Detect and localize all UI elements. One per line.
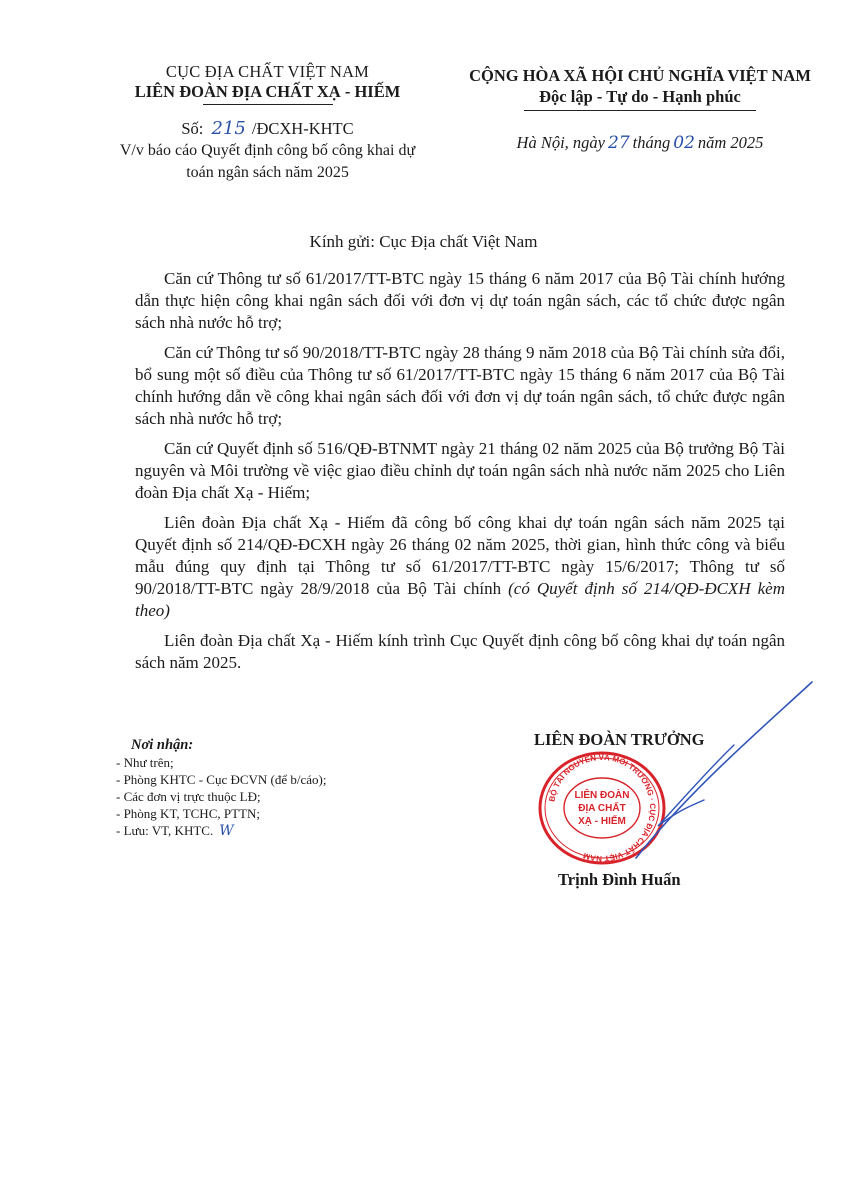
docno-suffix: /ĐCXH-KHTC [251, 119, 354, 138]
recipient-item: - Phòng KT, TCHC, PTTN; [116, 806, 260, 821]
date-month: 02 [673, 133, 695, 153]
official-seal-icon [532, 748, 672, 868]
seal-line-2: ĐỊA CHẤT [578, 803, 626, 814]
national-header [440, 66, 840, 153]
dateline [440, 133, 840, 153]
nation-name: CỘNG HÒA XÃ HỘI CHỦ NGHĨA VIỆT NAM [469, 66, 811, 85]
date-prefix: Hà Nội, ngày [516, 133, 606, 152]
signer-name: Trịnh Đình Huấn [558, 870, 681, 889]
paragraph-2: Căn cứ Thông tư số 90/2018/TT-BTC ngày 28 tháng 9 năm 2018 của Bộ Tài chính sửa đổi, bổ sung một số điều của Thông tư số 61/2017/TT-BTC ngày 15 tháng 6 năm 2017 của Bộ Tài chính hướng dẫn về công khai ngân sách đối với đơn vị dự toán ngân sách, tổ chức được ngân sách nhà nước hỗ trợ; [135, 343, 785, 428]
letter-body [135, 268, 785, 682]
recipients-title: Nơi nhận: [131, 737, 194, 753]
docno-prefix: Số: [181, 119, 204, 138]
salutation: Kính gửi: Cục Địa chất Việt Nam [309, 232, 538, 251]
seal-ring-text: BỘ TÀI NGUYÊN VÀ MÔI TRƯỜNG · CỤC ĐỊA CHẤT VIỆT NAM [547, 752, 658, 864]
national-motto: Độc lập - Tự do - Hạnh phúc [539, 87, 741, 106]
paragraph-4-text: Liên đoàn Địa chất Xạ - Hiếm đã công bố công khai dự toán ngân sách năm 2025 tại Quyết định số 214/QĐ-ĐCXH ngày 26 tháng 02 năm 2025, thời gian, hình thức công và biểu mẫu đúng quy định tại Thông tư số 61/2017/TT-BTC ngày 15/6/2017; Thông tư số 90/2018/TT-BTC ngày 28/9/2018 của Bộ Tài chính [135, 513, 785, 598]
issuer-block [95, 62, 440, 183]
docno-handwritten: 215 [211, 118, 246, 139]
date-year: năm 2025 [697, 133, 764, 152]
recipient-item [116, 822, 442, 840]
recipient-item: - Phòng KHTC - Cục ĐCVN (để b/cáo); [116, 772, 327, 787]
recipients-block [112, 736, 442, 840]
unit-underline [203, 104, 333, 105]
paragraph-5: Liên đoàn Địa chất Xạ - Hiếm kính trình Cục Quyết định công bố công khai dự toán ngân sách năm 2025. [135, 631, 785, 672]
recipient-item: - Như trên; [116, 755, 174, 770]
signatory-title: LIÊN ĐOÀN TRƯỞNG [534, 730, 705, 749]
parent-agency: CỤC ĐỊA CHẤT VIỆT NAM [165, 62, 370, 81]
motto-underline [524, 110, 756, 111]
seal-line-3: XẠ - HIẾM [578, 816, 626, 827]
paragraph-4-attachment-note: (có Quyết định số 214/QĐ-ĐCXH kèm theo) [135, 579, 785, 620]
date-day: 27 [608, 133, 630, 153]
seal-line-1: LIÊN ĐOÀN [574, 790, 630, 801]
recipient-item: - Các đơn vị trực thuộc LĐ; [116, 789, 261, 804]
recipient-item-text: - Lưu: VT, KHTC. [116, 823, 214, 838]
subject-line-1: V/v báo cáo Quyết định công bố công khai dự [119, 142, 416, 159]
date-month-word: tháng [632, 133, 671, 152]
issuing-unit: LIÊN ĐOÀN ĐỊA CHẤT XẠ - HIẾM [134, 82, 401, 101]
paragraph-3: Căn cứ Quyết định số 516/QĐ-BTNMT ngày 21 tháng 02 năm 2025 của Bộ trưởng Bộ Tài nguyên và Môi trường về việc giao điều chỉnh dự toán ngân sách nhà nước năm 2025 cho Liên đoàn Địa chất Xạ - Hiếm; [135, 439, 785, 502]
subject-line-2: toán ngân sách năm 2025 [186, 164, 349, 181]
paragraph-1: Căn cứ Thông tư số 61/2017/TT-BTC ngày 15 tháng 6 năm 2017 của Bộ Tài chính hướng dẫn thực hiện công khai ngân sách đối với đơn vị dự toán ngân sách, các tổ chức được ngân sách nhà nước hỗ trợ; [135, 269, 785, 332]
document-number [95, 119, 440, 139]
handwritten-initials: W [219, 823, 234, 839]
paragraph-4 [135, 512, 785, 622]
